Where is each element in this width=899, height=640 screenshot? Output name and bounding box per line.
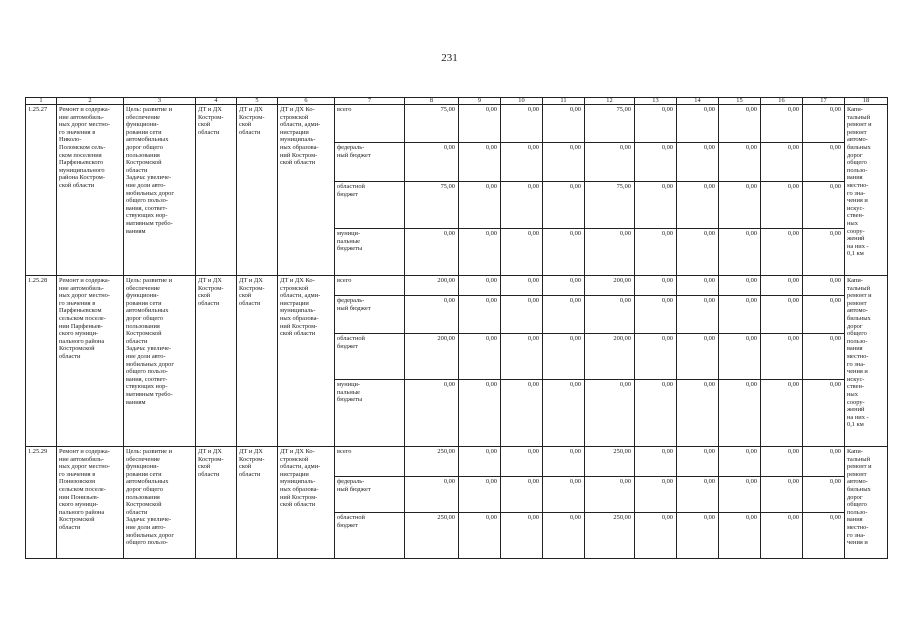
amount-cell: 0,00 [543,334,585,380]
amount-cell: 0,00 [761,380,803,447]
amount-cell: 0,00 [677,229,719,276]
column-number: 7 [335,98,405,105]
column-number: 10 [501,98,543,105]
amount-cell: 0,00 [635,276,677,296]
amount-cell: 0,00 [803,182,845,229]
table-row [26,105,888,143]
column-number: 1 [26,98,57,105]
amount-cell: 0,00 [803,143,845,182]
amount-cell: 0,00 [677,477,719,513]
amount-cell: 0,00 [459,380,501,447]
table-row [26,276,888,296]
table-body [26,98,888,559]
amount-cell: 0,00 [501,296,543,334]
amount-cell: 0,00 [635,105,677,143]
amount-cell: 0,00 [803,105,845,143]
amount-cell: 0,00 [635,143,677,182]
amount-cell: 0,00 [543,229,585,276]
amount-cell: 200,00 [585,334,635,380]
amount-cell: 0,00 [719,296,761,334]
amount-cell: 0,00 [803,447,845,477]
column-number: 16 [761,98,803,105]
item-goal: Цель: развитие и обеспечение функциони- рования сети автомобильных дорог общего пользования Костромской области Задача: увеличе- ние доли авто- мобильных дорог общего пользо- вания, соответ- ствующих нор- мативным требо- ваниям [124,276,196,447]
amount-cell: 0,00 [719,334,761,380]
amount-cell: 200,00 [405,334,459,380]
amount-cell: 0,00 [543,143,585,182]
funding-source: федераль- ный бюджет [335,477,405,513]
amount-cell: 0,00 [501,477,543,513]
amount-cell: 0,00 [501,229,543,276]
amount-cell: 0,00 [803,229,845,276]
responsible-executor: ДТ и ДХ Костром- ской области [196,276,237,447]
participants: ДТ и ДХ Ко- стромской области, адми- нистрации муниципаль- ных образова- ний Костром- ской области [278,105,335,276]
amount-cell: 0,00 [803,276,845,296]
amount-cell: 0,00 [543,105,585,143]
amount-cell: 0,00 [459,447,501,477]
amount-cell: 0,00 [635,447,677,477]
funding-source: областной бюджет [335,513,405,559]
item-name: Ремонт и содержа- ние автомобиль- ных дорог местно- го значения в Парфеньевском сельском поселе- нии Парфеньев- ского муници- пального района Костромской области [57,276,124,447]
amount-cell: 0,00 [635,182,677,229]
amount-cell: 0,00 [719,477,761,513]
customer: ДТ и ДХ Костром- ской области [237,105,278,276]
item-goal: Цель: развитие и обеспечение функциони- рования сети автомобильных дорог общего пользования Костромской области Задача: увеличе- ние доли авто- мобильных дорог общего пользо- [124,447,196,559]
column-number: 3 [124,98,196,105]
amount-cell: 0,00 [459,182,501,229]
amount-cell: 200,00 [405,276,459,296]
amount-cell: 0,00 [459,296,501,334]
column-number: 9 [459,98,501,105]
customer: ДТ и ДХ Костром- ской области [237,447,278,559]
amount-cell: 0,00 [459,276,501,296]
amount-cell: 0,00 [543,182,585,229]
amount-cell: 0,00 [585,477,635,513]
amount-cell: 0,00 [501,276,543,296]
amount-cell: 250,00 [405,447,459,477]
column-number: 8 [405,98,459,105]
funding-source: всего [335,447,405,477]
participants: ДТ и ДХ Ко- стромской области, адми- нистрации муниципаль- ных образова- ний Костром- ской области [278,276,335,447]
item-number: 1.25.27 [26,105,57,276]
amount-cell: 0,00 [635,380,677,447]
column-number: 11 [543,98,585,105]
amount-cell: 0,00 [677,513,719,559]
amount-cell: 0,00 [761,296,803,334]
column-number: 12 [585,98,635,105]
amount-cell: 0,00 [677,380,719,447]
column-number: 17 [803,98,845,105]
amount-cell: 0,00 [677,143,719,182]
item-number: 1.25.29 [26,447,57,559]
amount-cell: 0,00 [803,477,845,513]
funding-source: областной бюджет [335,334,405,380]
amount-cell: 0,00 [761,477,803,513]
column-number: 15 [719,98,761,105]
amount-cell: 0,00 [405,477,459,513]
amount-cell: 0,00 [719,105,761,143]
amount-cell: 0,00 [803,513,845,559]
funding-source: всего [335,276,405,296]
amount-cell: 0,00 [405,229,459,276]
amount-cell: 250,00 [405,513,459,559]
amount-cell: 0,00 [677,182,719,229]
amount-cell: 0,00 [719,182,761,229]
amount-cell: 0,00 [803,380,845,447]
amount-cell: 0,00 [459,229,501,276]
item-name: Ремонт и содержа- ние автомобиль- ных дорог местно- го значения в Понизовском сельском поселе- нии Понизьев- ского муници- пального района Костромской области [57,447,124,559]
expected-result: Капи- тальный ремонт и ремонт автомо- бильных дорог общего пользо- вания местно- го зна- чения и [845,447,888,559]
column-number-row [26,98,888,105]
amount-cell: 0,00 [719,380,761,447]
amount-cell: 0,00 [761,276,803,296]
amount-cell: 0,00 [501,143,543,182]
amount-cell: 0,00 [405,380,459,447]
expected-result: Капи- тальный ремонт и ремонт автомо- бильных дорог общего пользо- вания местно- го зна- чения и искус- ствен- ных соору- жений на них - 0,1 км [845,276,888,447]
amount-cell: 0,00 [585,143,635,182]
amount-cell: 0,00 [719,276,761,296]
amount-cell: 0,00 [459,334,501,380]
table-row [26,447,888,477]
column-number: 13 [635,98,677,105]
column-number: 6 [278,98,335,105]
amount-cell: 200,00 [585,276,635,296]
amount-cell: 0,00 [585,380,635,447]
column-number: 4 [196,98,237,105]
amount-cell: 0,00 [543,447,585,477]
amount-cell: 0,00 [459,477,501,513]
amount-cell: 0,00 [635,229,677,276]
amount-cell: 0,00 [543,296,585,334]
amount-cell: 75,00 [585,105,635,143]
item-number: 1.25.28 [26,276,57,447]
funding-source: федераль- ный бюджет [335,296,405,334]
amount-cell: 0,00 [677,296,719,334]
amount-cell: 0,00 [677,276,719,296]
amount-cell: 0,00 [635,477,677,513]
item-goal: Цель: развитие и обеспечение функциони- рования сети автомобильных дорог общего пользования Костромской области Задача: увеличе- ние доли авто- мобильных дорог общего пользо- вания, соответ- ствующих нор- мативным требо- ваниям [124,105,196,276]
amount-cell: 0,00 [719,513,761,559]
amount-cell: 0,00 [501,513,543,559]
amount-cell: 75,00 [585,182,635,229]
column-number: 5 [237,98,278,105]
amount-cell: 0,00 [543,276,585,296]
funding-source: муници- пальные бюджеты [335,380,405,447]
amount-cell: 0,00 [635,296,677,334]
expected-result: Капи- тальный ремонт и ремонт автомо- бильных дорог общего пользо- вания местно- го зна- чения и искус- ствен- ных соору- жений на них - 0,1 км [845,105,888,276]
amount-cell: 0,00 [635,334,677,380]
amount-cell: 0,00 [719,229,761,276]
amount-cell: 0,00 [761,447,803,477]
amount-cell: 0,00 [501,447,543,477]
amount-cell: 0,00 [543,513,585,559]
amount-cell: 250,00 [585,513,635,559]
amount-cell: 0,00 [803,296,845,334]
amount-cell: 0,00 [501,182,543,229]
amount-cell: 0,00 [677,334,719,380]
column-number: 14 [677,98,719,105]
customer: ДТ и ДХ Костром- ской области [237,276,278,447]
item-name: Ремонт и содержа- ние автомобиль- ных дорог местно- го значения в Николо- Поломском сель- ском поселения Парфеньевского муниципального района Костром- ской области [57,105,124,276]
amount-cell: 0,00 [585,229,635,276]
amount-cell: 0,00 [501,334,543,380]
amount-cell: 0,00 [459,143,501,182]
amount-cell: 0,00 [635,513,677,559]
amount-cell: 0,00 [677,447,719,477]
amount-cell: 0,00 [405,143,459,182]
amount-cell: 0,00 [761,334,803,380]
budget-table [25,97,888,559]
amount-cell: 0,00 [803,334,845,380]
responsible-executor: ДТ и ДХ Костром- ской области [196,105,237,276]
amount-cell: 0,00 [459,513,501,559]
amount-cell: 0,00 [761,513,803,559]
funding-source: всего [335,105,405,143]
funding-source: областной бюджет [335,182,405,229]
amount-cell: 0,00 [761,229,803,276]
funding-source: муници- пальные бюджеты [335,229,405,276]
column-number: 2 [57,98,124,105]
amount-cell: 0,00 [761,105,803,143]
page-number: 231 [441,52,458,64]
amount-cell: 0,00 [761,143,803,182]
amount-cell: 0,00 [405,296,459,334]
participants: ДТ и ДХ Ко- стромской области, адми- нистрации муниципаль- ных образова- ний Костром- ской области [278,447,335,559]
column-number: 18 [845,98,888,105]
responsible-executor: ДТ и ДХ Костром- ской области [196,447,237,559]
amount-cell: 0,00 [543,477,585,513]
amount-cell: 0,00 [585,296,635,334]
amount-cell: 0,00 [677,105,719,143]
amount-cell: 0,00 [459,105,501,143]
amount-cell: 75,00 [405,182,459,229]
amount-cell: 0,00 [501,105,543,143]
funding-source: федераль- ный бюджет [335,143,405,182]
amount-cell: 75,00 [405,105,459,143]
amount-cell: 0,00 [719,447,761,477]
amount-cell: 0,00 [501,380,543,447]
amount-cell: 0,00 [719,143,761,182]
amount-cell: 250,00 [585,447,635,477]
amount-cell: 0,00 [761,182,803,229]
amount-cell: 0,00 [543,380,585,447]
